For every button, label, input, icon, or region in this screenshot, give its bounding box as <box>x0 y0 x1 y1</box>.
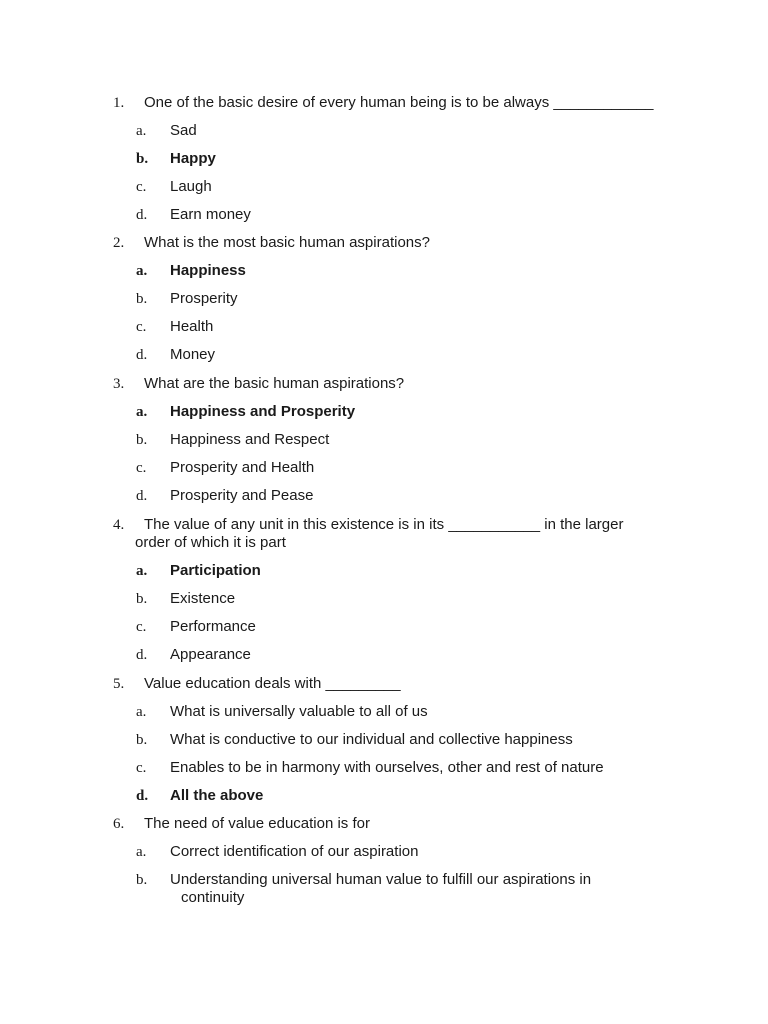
question-3 <box>113 375 713 393</box>
option-text: What is universally valuable to all of us <box>170 703 428 720</box>
question-text-continuation: order of which it is part <box>135 534 286 551</box>
option-2c <box>136 318 696 336</box>
option-2d <box>136 346 696 364</box>
option-letter: a. <box>136 844 147 860</box>
option-4b <box>136 590 696 608</box>
option-4d <box>136 646 696 664</box>
option-letter: d. <box>136 647 148 663</box>
option-text: Correct identification of our aspiration <box>170 843 419 860</box>
option-5d-correct <box>136 787 696 805</box>
option-2b <box>136 290 696 308</box>
option-letter: b. <box>136 591 148 607</box>
option-text: Prosperity and Pease <box>170 487 314 504</box>
option-text: Appearance <box>170 646 251 663</box>
option-3b <box>136 431 696 449</box>
question-number: 4. <box>113 517 125 533</box>
question-text: The need of value education is for <box>144 815 370 832</box>
question-number: 3. <box>113 376 125 392</box>
option-text: Happiness <box>170 262 246 279</box>
option-2a-correct <box>136 262 696 280</box>
option-text: Sad <box>170 122 197 139</box>
option-letter: a. <box>136 563 148 579</box>
option-5c <box>136 759 696 777</box>
question-number: 5. <box>113 676 125 692</box>
option-4a-correct <box>136 562 696 580</box>
option-text: All the above <box>170 787 264 804</box>
option-text: Participation <box>170 562 261 579</box>
option-text-continuation: continuity <box>181 889 245 906</box>
question-6 <box>113 815 713 833</box>
option-letter: c. <box>136 619 147 635</box>
option-letter: d. <box>136 788 149 804</box>
option-text: Understanding universal human value to fulfill our aspirations in <box>170 871 592 888</box>
option-letter: c. <box>136 179 147 195</box>
option-letter: d. <box>136 207 148 223</box>
option-letter: b. <box>136 151 149 167</box>
question-4 <box>113 516 713 534</box>
question-1 <box>113 94 713 112</box>
question-text: Value education deals with _________ <box>144 675 401 692</box>
option-text: Health <box>170 318 214 335</box>
option-text: Happiness and Prosperity <box>170 403 356 420</box>
option-3c <box>136 459 696 477</box>
question-5 <box>113 675 713 693</box>
option-4c <box>136 618 696 636</box>
option-letter: a. <box>136 123 147 139</box>
option-text: Performance <box>170 618 256 635</box>
question-text: What are the basic human aspirations? <box>144 375 405 392</box>
option-letter: b. <box>136 432 148 448</box>
option-1c <box>136 178 696 196</box>
question-text: One of the basic desire of every human being is to be always ____________ <box>144 94 654 111</box>
option-text: Prosperity <box>170 290 238 307</box>
option-6a <box>136 843 696 861</box>
option-text: Enables to be in harmony with ourselves, other and rest of nature <box>170 759 604 776</box>
option-letter: a. <box>136 704 147 720</box>
question-4-continuation <box>135 534 735 552</box>
option-letter: c. <box>136 319 147 335</box>
option-text: Earn money <box>170 206 251 223</box>
question-number: 2. <box>113 235 125 251</box>
option-text: Laugh <box>170 178 212 195</box>
option-5a <box>136 703 696 721</box>
option-letter: a. <box>136 263 148 279</box>
option-text: Happy <box>170 150 216 167</box>
option-3d <box>136 487 696 505</box>
question-text: The value of any unit in this existence is in its ___________ in the larger <box>144 516 624 533</box>
option-letter: b. <box>136 872 148 888</box>
option-letter: c. <box>136 760 147 776</box>
option-1a <box>136 122 696 140</box>
option-6b <box>136 871 696 907</box>
option-letter: a. <box>136 404 148 420</box>
question-number: 1. <box>113 95 125 111</box>
option-5b <box>136 731 696 749</box>
question-number: 6. <box>113 816 125 832</box>
option-letter: c. <box>136 460 147 476</box>
option-letter: b. <box>136 732 148 748</box>
option-3a-correct <box>136 403 696 421</box>
option-text: Happiness and Respect <box>170 431 330 448</box>
question-text: What is the most basic human aspirations? <box>144 234 430 251</box>
question-2 <box>113 234 713 252</box>
option-text: Existence <box>170 590 236 607</box>
option-text: Money <box>170 346 216 363</box>
option-1b-correct <box>136 150 696 168</box>
option-text: What is conductive to our individual and collective happiness <box>170 731 573 748</box>
option-1d <box>136 206 696 224</box>
option-letter: b. <box>136 291 148 307</box>
option-letter: d. <box>136 347 148 363</box>
option-text: Prosperity and Health <box>170 459 315 476</box>
option-letter: d. <box>136 488 148 504</box>
